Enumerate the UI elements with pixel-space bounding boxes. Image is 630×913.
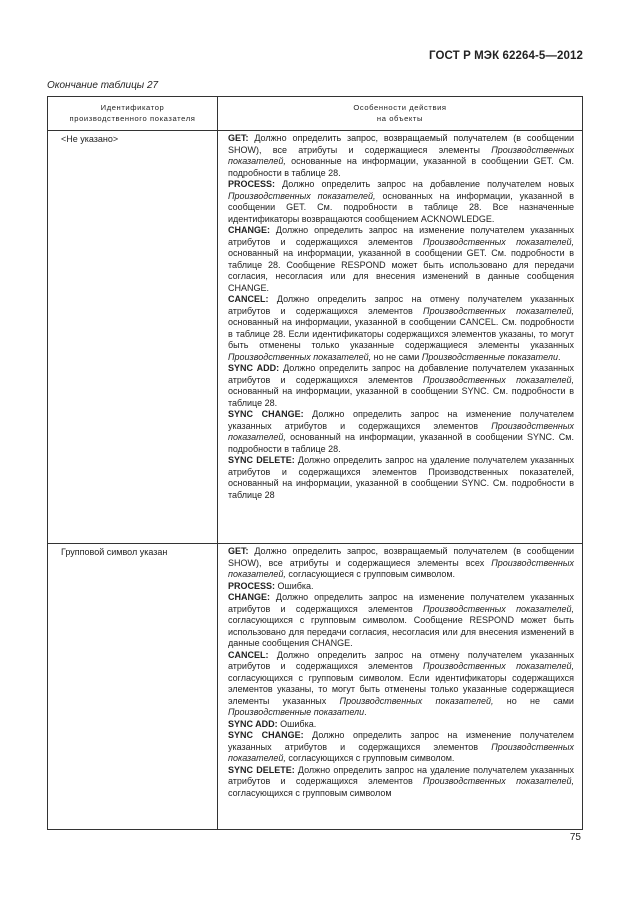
- entry-text: согласующихся с групповым символом: [228, 787, 392, 798]
- actions-cell: [218, 544, 583, 830]
- column-header-actions-line2: на объекты: [376, 114, 424, 123]
- entry-text: Должно определить запрос на добавление получателем новых: [275, 179, 574, 189]
- entry-term: Производственных показателей,: [228, 144, 574, 166]
- identifier-cell: <Не указано>: [48, 131, 218, 544]
- keyword: SYNC CHANGE:: [228, 730, 304, 740]
- entry-term: Производственных показателей,: [228, 190, 376, 201]
- entry-term: Производственные показатели: [421, 351, 558, 362]
- column-header-identifier-line2: производственного показателя: [69, 114, 196, 123]
- actions-cell: [218, 131, 583, 544]
- entry-text: Должно определить запрос, возвращаемый получателем (в сообщении SHOW), все атрибуты и содержащиеся элементы всех: [228, 546, 574, 568]
- column-header-identifier: [48, 97, 218, 131]
- entry-term: Производственные показатели: [228, 707, 365, 717]
- keyword: PROCESS:: [228, 580, 276, 591]
- table-row: [48, 544, 583, 830]
- entry-text: .: [364, 707, 367, 717]
- entry-term: Производственных показателей,: [423, 661, 574, 671]
- entry-text: основанный на информации, указанной в сообщении CANCEL. См. подробности в таблице 28. Если идентификаторы содержащихся элементов указаны, то могут быть отменены только указанные содержащиеся элементы указанных: [228, 317, 574, 350]
- entry-text: основанные на информации, указанной в сообщении GET. См. подробности в таблице 28.: [228, 156, 574, 178]
- entry-sync-change: [228, 409, 574, 455]
- identifier-cell: Групповой символ указан: [48, 544, 218, 830]
- entry-text: Должно определить запрос на изменение получателем указанных атрибутов и содержащихся элементов: [228, 592, 574, 614]
- entry-change: [228, 225, 574, 294]
- column-header-actions: [218, 97, 583, 131]
- table-header-row: [48, 97, 583, 131]
- entry-sync-add: [228, 719, 574, 731]
- entry-cancel: [228, 294, 574, 363]
- entry-sync-change: [228, 730, 574, 765]
- entry-text: Должно определить запрос на удаление получателем указанных атрибутов и содержащихся элементов: [228, 764, 574, 786]
- entry-text: согласующиеся с групповым символом.: [285, 569, 456, 579]
- entry-text: Ошибка.: [277, 718, 317, 729]
- entry-change: [228, 592, 574, 650]
- entry-sync-add: [228, 363, 574, 409]
- keyword: CANCEL:: [228, 294, 269, 304]
- entry-text: Должно определить запрос на изменение получателем указанных атрибутов и содержащихся элементов: [228, 409, 574, 431]
- entry-term: Производственных показателей,: [423, 236, 574, 247]
- entry-process: [228, 581, 574, 593]
- entry-text: основанный на информации, указанной в сообщении SYNC. См. подробности в таблице 28.: [228, 386, 574, 408]
- entry-sync-delete: [228, 765, 574, 800]
- table-row: [48, 131, 583, 544]
- entry-text: .: [557, 351, 561, 362]
- column-header-identifier-line1: Идентификатор: [100, 103, 165, 112]
- table-caption: Окончание таблицы 27: [47, 80, 159, 91]
- actions-table: [47, 96, 583, 830]
- keyword: SYNC DELETE:: [228, 455, 295, 465]
- page-number: 75: [569, 832, 581, 843]
- entry-text: Ошибка.: [275, 580, 314, 591]
- entry-term: Производственных показателей,: [228, 351, 372, 362]
- entry-text: основанный на информации, указанной в сообщении GET. См. подробности в таблице 28. Сообщение RESPOND может быть использовано для передачи согласия, несогласия или для внесения изменений в данные сообщения CHANGE.: [228, 248, 574, 293]
- keyword: CANCEL:: [228, 649, 269, 660]
- keyword: SYNC ADD:: [228, 363, 280, 373]
- entry-process: [228, 179, 574, 225]
- entry-term: Производственных показателей,: [228, 741, 574, 763]
- entry-term: Производственных показателей,: [423, 305, 574, 316]
- entry-text: согласующихся с групповым символом. Сообщение RESPOND может быть использовано для передачи согласия, несогласия или для внесения изменений в данные сообщения CHANGE.: [228, 615, 574, 648]
- entry-term: Производственных показателей,: [423, 603, 574, 614]
- entry-text: Должно определить запрос на добавление получателем указанных атрибутов и содержащихся элементов: [228, 363, 574, 385]
- keyword: CHANGE:: [228, 225, 270, 235]
- entry-term: Производственных показателей,: [339, 695, 494, 706]
- entry-text: основанных на информации, указанной в сообщении GET. См. подробности в таблице 28. Все назначенные идентификаторы возвращаются сообщением ACKNOWLEDGE.: [228, 190, 574, 224]
- keyword: PROCESS:: [228, 179, 276, 189]
- entry-get: [228, 133, 574, 179]
- keyword: GET:: [228, 133, 249, 143]
- entry-text: но не сами: [371, 351, 422, 362]
- document-header: ГОСТ Р МЭК 62264-5—2012: [429, 50, 583, 62]
- keyword: CHANGE:: [228, 592, 270, 602]
- column-header-actions-line1: Особенности действия: [353, 103, 447, 112]
- keyword: GET:: [228, 546, 249, 556]
- entry-text: Должно определить запрос на удаление получателем указанных атрибутов и содержащихся элементов Производственных показателей, основанный на информации, указанной в сообщении SYNC. См. подробности в таблице 28: [228, 455, 574, 500]
- entry-get: [228, 546, 574, 581]
- entry-text: Должно определить запрос на отмену получателем указанных атрибутов и содержащихся элементов: [228, 294, 574, 316]
- keyword: SYNC DELETE:: [228, 764, 295, 775]
- entry-sync-delete: [228, 455, 574, 501]
- entry-text: но не сами: [493, 695, 574, 706]
- keyword: SYNC CHANGE:: [228, 409, 304, 419]
- keyword: SYNC ADD:: [228, 718, 278, 729]
- entry-term: Производственных показателей,: [228, 557, 574, 579]
- entry-text: Должно определить запрос на изменение получателем указанных атрибутов и содержащихся элементов: [228, 730, 574, 752]
- entry-text: согласующихся с групповым символом. Если идентификаторы содержащихся элементов указаны, то могут быть отменены только указанные содержащиеся элементы указанных: [228, 672, 574, 706]
- entry-cancel: [228, 650, 574, 719]
- entry-text: Должно определить запрос, возвращаемый получателем (в сообщении SHOW), все атрибуты и содержащиеся элементы: [228, 133, 574, 155]
- entry-text: основанный на информации, указанной в сообщении SYNC. См. подробности в таблице 28.: [228, 432, 574, 454]
- entry-term: Производственных показателей,: [423, 776, 574, 786]
- entry-text: согласующихся с групповым символом.: [285, 753, 455, 763]
- entry-term: Производственных показателей,: [423, 374, 574, 385]
- entry-text: Должно определить запрос на изменение получателем указанных атрибутов и содержащихся элементов: [228, 225, 574, 247]
- entry-term: Производственных показателей,: [228, 420, 574, 442]
- entry-text: Должно определить запрос на отмену получателем указанных атрибутов и содержащихся элементов: [228, 649, 574, 671]
